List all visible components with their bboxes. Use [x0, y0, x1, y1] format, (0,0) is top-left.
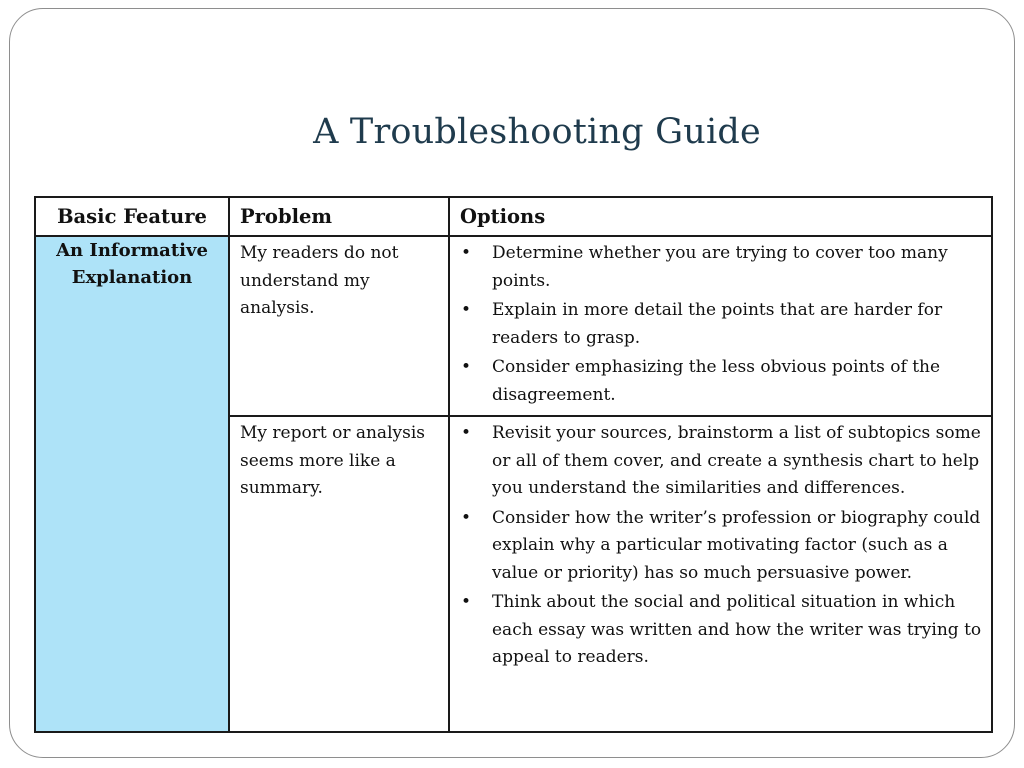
option-item — [458, 297, 983, 352]
problem-cell: My report or analysis seems more like a summary. — [229, 416, 449, 732]
header-basic-feature: Basic Feature — [35, 197, 229, 236]
header-options: Options — [449, 197, 992, 236]
bullet-icon: • — [461, 300, 472, 320]
option-item — [458, 589, 983, 672]
table-header-row — [35, 197, 992, 236]
option-text: Consider emphasizing the less obvious points of the disagreement. — [492, 357, 941, 405]
bullet-icon: • — [461, 507, 472, 528]
bullet-icon: • — [461, 592, 472, 612]
option-text: Explain in more detail the points that are harder for readers to grasp. — [492, 300, 943, 348]
problem-cell: My readers do not understand my analysis. — [229, 236, 449, 416]
option-text: Consider how the writer’s profession or biography could explain why a particular motivating factor (such as a value or priority) has so much persuasive power. — [492, 507, 981, 583]
option-item — [458, 240, 983, 295]
table-row — [35, 236, 992, 416]
option-item — [458, 505, 983, 588]
slide-title: A Troubleshooting Guide — [313, 112, 761, 152]
option-item — [458, 420, 983, 503]
options-list — [458, 240, 983, 409]
options-cell — [449, 416, 992, 732]
header-problem: Problem — [229, 197, 449, 236]
option-text: Revisit your sources, brainstorm a list of subtopics some or all of them cover, and create a synthesis chart to help you understand the similarities and differences. — [492, 423, 981, 498]
bullet-icon: • — [461, 423, 472, 443]
bullet-icon: • — [461, 243, 472, 263]
options-cell — [449, 236, 992, 416]
troubleshooting-table — [34, 196, 993, 733]
option-text: Think about the social and political situation in which each essay was written and how the writer was trying to appeal to readers. — [492, 592, 982, 667]
basic-feature-cell: An Informative Explanation — [35, 236, 229, 732]
bullet-icon: • — [461, 357, 472, 377]
option-item — [458, 354, 983, 409]
options-list — [458, 420, 983, 672]
option-text: Determine whether you are trying to cover too many points. — [492, 243, 948, 291]
